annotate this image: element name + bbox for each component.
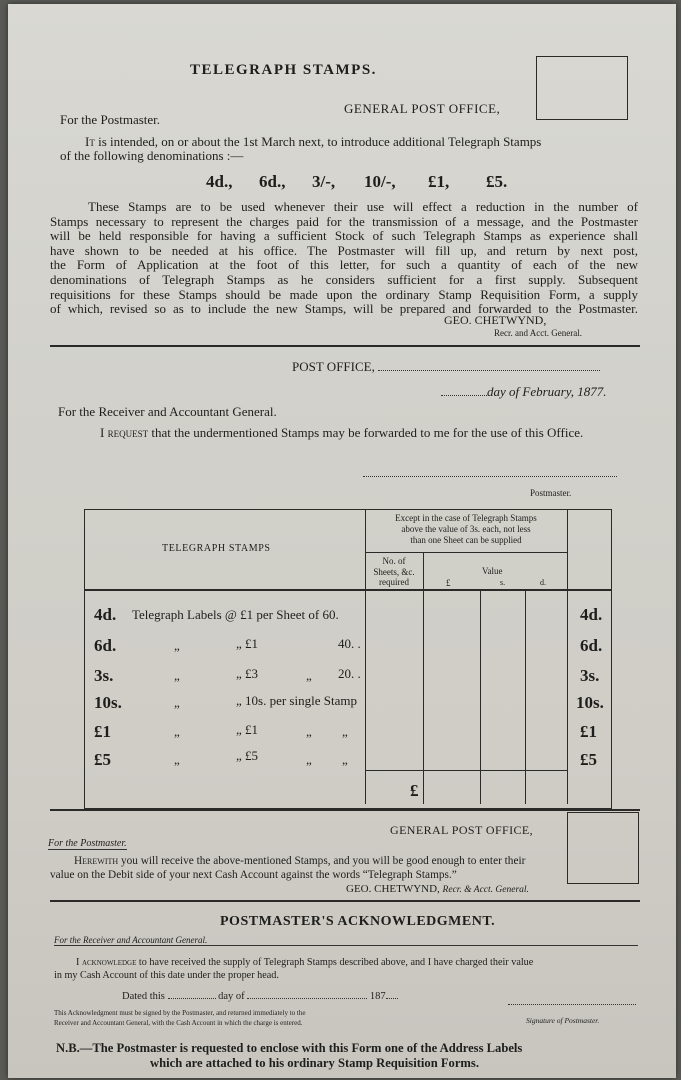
ack-dated: Dated this day of 187 bbox=[122, 991, 398, 1002]
table-col-divider-3 bbox=[480, 589, 481, 804]
ack-signature-label: Signature of Postmaster. bbox=[526, 1016, 600, 1025]
postmaster-signature-field[interactable] bbox=[363, 476, 617, 477]
ack-title: POSTMASTER'S ACKNOWLEDGMENT. bbox=[220, 914, 496, 929]
ack-month-field[interactable] bbox=[247, 998, 367, 999]
denomination-3s: 3/-, bbox=[312, 172, 336, 191]
table-col-divider-4 bbox=[525, 589, 526, 804]
post-office-label: POST OFFICE, bbox=[292, 359, 600, 375]
signature-title: Recr. and Acct. General. bbox=[494, 328, 582, 338]
ack-note-1: This Acknowledgment must be signed by the Postmaster, and returned immediately to the bbox=[54, 1009, 306, 1017]
ack-signature-field[interactable] bbox=[508, 1004, 636, 1005]
denomination-1pound: £1, bbox=[428, 172, 450, 191]
sheets-header: No. of Sheets, &c. required bbox=[373, 556, 415, 587]
denomination-4d: 4d., bbox=[206, 172, 233, 191]
reply-office-heading: GENERAL POST OFFICE, bbox=[390, 823, 534, 837]
reply-signature: GEO. CHETWYND, Recr. & Acct. General. bbox=[346, 883, 529, 895]
signature-name: GEO. CHETWYND, bbox=[444, 313, 547, 327]
denomination-6d: 6d., bbox=[259, 172, 286, 191]
reply-line-2: value on the Debit side of your next Cash Account against the words “Telegraph Stamps.” bbox=[50, 869, 457, 881]
reply-line-1: Herewith you will receive the above-mentioned Stamps, and you will be good enough to enter their bbox=[74, 855, 526, 867]
ack-note-2: Receiver and Accountant General, with the Cash Account in which the charge is entered. bbox=[54, 1019, 303, 1027]
for-postmaster-label: For the Postmaster. bbox=[60, 112, 161, 127]
date-line: day of February, 1877. bbox=[441, 384, 607, 400]
ack-line-1: I acknowledge to have received the supply of Telegraph Stamps described above, and I have charged their value bbox=[76, 957, 534, 968]
instructions-paragraph: These Stamps are to be used whenever their use will effect a reduction in the number of Stamps necessary to represent the charges paid for the transmission of a message, and the Postmaster will be held responsible for having a sufficient Stock of such Telegraph Stamps as experience shall have shown to be needed at his office. The Postmaster will fill up, and return by next post, the Form of Application at the foot of this letter, for such a quantity of each of the new denominations of Telegraph Stamps as he considers sufficient for a first supply. Subsequent requisitions for these Stamps should be made upon the ordinary Stamp Requisition Form, a supply of which, revised so as to include the new Stamps, will be prepared and forwarded to the Postmaster. bbox=[50, 199, 638, 317]
divider-1 bbox=[50, 345, 640, 347]
denomination-10s: 10/-, bbox=[364, 172, 396, 191]
day-field[interactable] bbox=[441, 395, 487, 396]
stamp-box-bottom bbox=[567, 812, 639, 884]
ack-day-field[interactable] bbox=[168, 998, 216, 999]
reply-for-postmaster: For the Postmaster. bbox=[48, 838, 127, 849]
form-title: TELEGRAPH STAMPS. bbox=[190, 62, 377, 78]
table-col-divider-5 bbox=[567, 509, 568, 804]
intro-line-1: It is intended, on or about the 1st March next, to introduce additional Telegraph Stamps bbox=[85, 134, 542, 149]
table-header-rule bbox=[84, 589, 612, 591]
ack-year-field[interactable] bbox=[386, 998, 398, 999]
pence-header: d. bbox=[540, 578, 546, 587]
stamp-table bbox=[84, 509, 612, 809]
table-subheader-rule bbox=[365, 552, 567, 553]
table-col-divider-1 bbox=[365, 509, 366, 804]
post-office-field[interactable] bbox=[378, 370, 600, 371]
stamp-box-top bbox=[536, 56, 628, 120]
ack-addressee: For the Receiver and Accountant General. bbox=[54, 935, 638, 946]
request-line: I request that the undermentioned Stamps may be forwarded to me for the use of this Office. bbox=[100, 425, 584, 440]
denomination-5pound: £5. bbox=[486, 172, 508, 191]
total-pounds-symbol: £ bbox=[410, 781, 419, 800]
form-page: TELEGRAPH STAMPS. For the Postmaster. GENERAL POST OFFICE, It is intended, on or about the 1st March next, to introduce additional Telegraph Stamps of the following denominations :— 4d., 6d., 3/-, 10/-, £1, £5. These Stamps are to be used whenever their use will effect a reduction in the number of Stamps necessary to represent the charges paid for the transmission of a message, and the Postmaster will be held responsible for having a sufficient Stock of such Telegraph Stamps as experience shall have shown to be needed at his office. The Postmaster will fill up, and return by next post, the Form of Application at the foot of this letter, for such a quantity of each of the new denominations of Telegraph Stamps as he considers sufficient for a first supply. Subsequent requisitions for these Stamps should be made upon the ordinary Stamp Requisition Form, a supply of which, revised so as to include the new Stamps, will be prepared and forwarded to the Postmaster. GEO. CHETWYND, Recr. and Acct. General. POST OFFICE, day of February, 1877. For the Receiver and Accountant General. I request that the undermentioned Stamps may be forwarded to me for the use of this Office. Postmaster. TELEGRAPH STAMPS Except in the case of Telegraph Stamps above the value of 3s. each, not less than one Sheet can be supplied No. of Sheets, &c. required Value £ s. d. 4d. Telegraph Labels @ £1 per Sheet of 60. 4d. 6d. „ „ £1 40. . 6d. 3s. „ „ £3 „ 20. . 3s. 10s. „ „ 10s. per single Stamp 10s. £1 „ „ £1 „ „ £1 £5 „ „ £5 „ „ £5 £ GENERAL POST OFFICE, For the Postmaster. Herewith you will receive the above-mentioned Stamps, and you will be good enough to enter their value on the Debit side of your next Cash Account against the words “Telegraph Stamps.” GEO. CHETWYND, Recr. & Acct. General. POSTMASTER'S ACKNOWLEDGMENT. For the Receiver and Accountant General. I acknowledge to have received the supply of Telegraph Stamps described above, and I have charged their value in my Cash Account of this date under the proper head. Dated this day of 187 This Acknowledgment must be signed by the Postmaster, and returned immediately to the Receiver and Accountant General, with the Cash Account in which the charge is entered. Signature of Postmaster. N.B.—The Postmaster is requested to enclose with this Form one of the Address Labels which are attached to his ordinary Stamp Requisition Forms. bbox=[8, 4, 676, 1078]
intro-line-2: of the following denominations :— bbox=[60, 148, 244, 163]
postmaster-label: Postmaster. bbox=[530, 488, 572, 498]
divider-2 bbox=[50, 809, 640, 811]
table-header-title: TELEGRAPH STAMPS bbox=[162, 543, 271, 554]
value-header: Value bbox=[482, 566, 503, 576]
office-heading: GENERAL POST OFFICE, bbox=[344, 101, 501, 116]
divider-3 bbox=[50, 900, 640, 902]
pounds-header: £ bbox=[446, 578, 451, 588]
nb-line-1: N.B.—The Postmaster is requested to enclose with this Form one of the Address Labels bbox=[56, 1041, 523, 1055]
table-total-rule bbox=[365, 770, 567, 771]
addressee-label: For the Receiver and Accountant General. bbox=[58, 404, 277, 419]
ack-line-2: in my Cash Account of this date under the proper head. bbox=[54, 970, 279, 981]
shillings-header: s. bbox=[500, 578, 506, 587]
table-except-note: Except in the case of Telegraph Stamps above the value of 3s. each, not less than one Sheet can be supplied bbox=[395, 513, 537, 545]
nb-line-2: which are attached to his ordinary Stamp Requisition Forms. bbox=[150, 1056, 479, 1070]
